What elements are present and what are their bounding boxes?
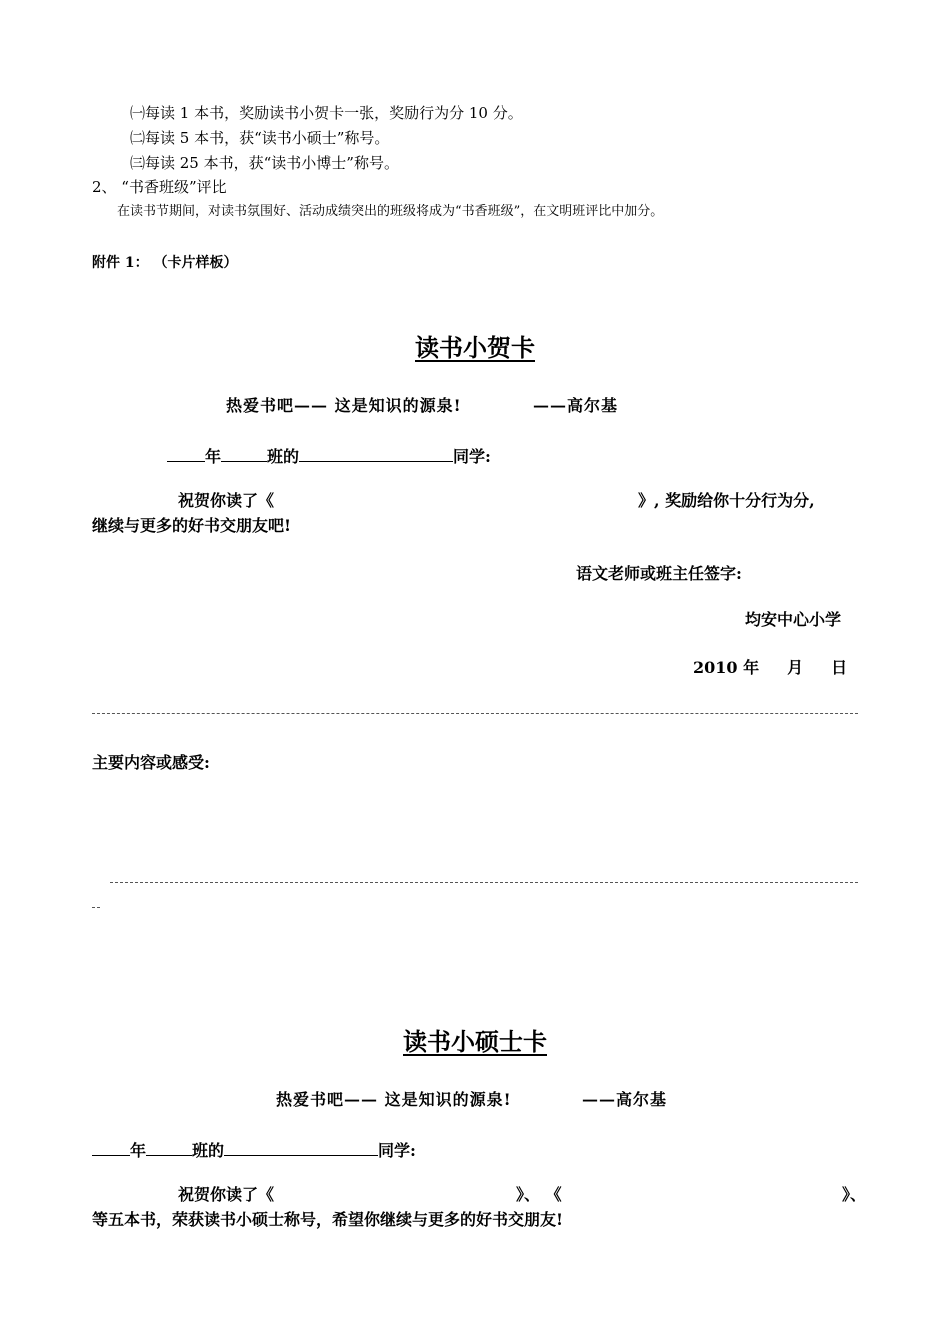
date-year: 2010 年: [693, 658, 760, 677]
date-month: 月: [787, 658, 804, 677]
card-1-date: [693, 660, 847, 676]
class-blank: [146, 1140, 192, 1156]
student-blank: [299, 446, 453, 462]
rule-item-1: ㈠每读 1 本书，奖励读书小贺卡一张，奖励行为分 10 分。: [130, 104, 523, 122]
class-label: 班的: [192, 1141, 225, 1160]
card-1-name-line: [167, 446, 491, 465]
card-1-school: 均安中心小学: [745, 610, 842, 629]
student-label: 同学:: [453, 447, 491, 466]
card-2-congrats-suffix: 》、: [842, 1185, 867, 1204]
card-2-continue-line: 等五本书，荣获读书小硕士称号，希望你继续与更多的好书交朋友!: [92, 1210, 564, 1229]
cut-line-1: [92, 713, 858, 714]
card-1-motto: 热爱书吧—— 这是知识的源泉!: [226, 396, 462, 415]
card-2-name-line: [92, 1140, 416, 1159]
card-2-congrats-prefix: 祝贺你读了《: [178, 1185, 275, 1204]
rule-item-2: ㈡每读 5 本书，获“读书小硕士”称号。: [130, 129, 390, 147]
student-blank: [224, 1140, 378, 1156]
card-1-signature-label: 语文老师或班主任签字:: [576, 564, 742, 583]
card-1-motto-author: ——高尔基: [533, 396, 619, 415]
grade-label: 年: [130, 1141, 147, 1160]
card-2-motto-author: ——高尔基: [582, 1090, 668, 1109]
content-label: 主要内容或感受:: [92, 753, 210, 772]
card-1-congrats-prefix: 祝贺你读了《: [178, 491, 275, 510]
date-day: 日: [831, 658, 848, 677]
card-1-continue-line: 继续与更多的好书交朋友吧!: [92, 516, 292, 535]
card-2-congrats-mid: 》、 《: [516, 1185, 562, 1204]
card-1-title: 读书小贺卡: [415, 333, 535, 362]
grade-label: 年: [205, 447, 222, 466]
class-blank: [221, 446, 267, 462]
class-label: 班的: [267, 447, 300, 466]
card-2-motto: 热爱书吧—— 这是知识的源泉!: [276, 1090, 512, 1109]
grade-blank: [92, 1140, 130, 1156]
section-2-title: 2、 “书香班级”评比: [92, 178, 227, 196]
cut-line-2-tail: [92, 907, 100, 908]
cut-line-2: [110, 882, 858, 883]
card-2-title: 读书小硕士卡: [403, 1027, 547, 1056]
student-label: 同学:: [378, 1141, 416, 1160]
grade-blank: [167, 446, 205, 462]
card-1-congrats-suffix: 》, 奖励给你十分行为分,: [638, 491, 815, 510]
section-2-body: 在读书节期间，对读书氛围好、活动成绩突出的班级将成为“书香班级”，在文明班评比中加分。: [117, 204, 664, 219]
rule-item-3: ㈢每读 25 本书，获“读书小博士”称号。: [130, 154, 399, 172]
attachment-label: 附件 1： （卡片样板）: [92, 255, 238, 271]
